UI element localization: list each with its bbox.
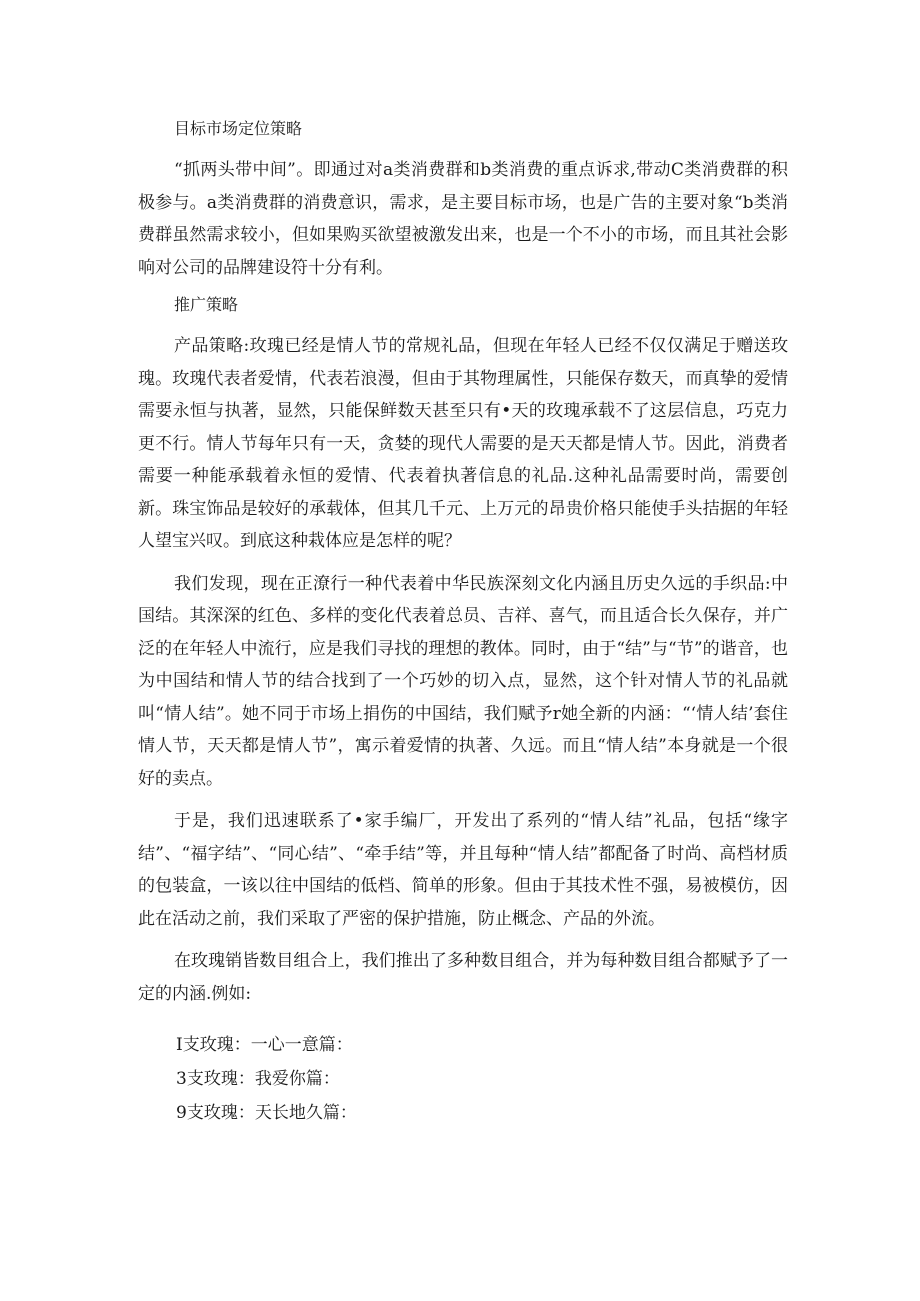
section-heading-target-market: 目标市场定位策略 [174,119,303,138]
paragraph-product-strategy: 产品策略:玫瑰已经是情人节的常规礼品，但现在年轻人已经不仅仅满足于赠送玫瑰。玫瑰代表者爱情，代表若浪漫，但由于其物理属性，只能保存数天，而真挚的爱情需要永恒与执著，显然，只能保鲜数天甚至只有•天的玫瑰承载不了这层信息，巧克力更不行。情人节每年只有一天，贪婪的现代人需要的是天天都是情人节。因此，消费者需要一种能承载着永恒的爱情、代表着执著信息的礼品.这种礼品需要时尚，需要创新。珠宝饰品是较好的承载体，但其几千元、上万元的昂贵价格只能使手头拮据的年轻人望宝兴叹。到底这种栽体应是怎样的呢？ [138,336,788,551]
section-heading-promotion: 推广策略 [174,295,239,314]
paragraph-rose-combination: 在玫瑰销皆数目组合上，我们推出了多种数目组合，并为每种数目组合都赋予了一定的内涵.例如: [138,951,788,1004]
list-item: 9支玫瑰：天长地久篇： [176,1103,357,1123]
list-item: 3支玫瑰：我爱你篇： [176,1069,340,1089]
document-body [138,118,788,1130]
paragraph-product-series: 于是，我们迅速联系了•家手编厂，开发出了系列的“情人结”礼品，包括“缘字结”、“福字结”、“同心结”、“牵手结”等，并且每种“情人结”都配备了时尚、高档材质的包装盒，一该以往中国结的低档、简单的形象。但由于其技术性不强，易被模仿，因此在活动之前，我们采取了严密的保护措施，防止概念、产品的外流。 [138,811,788,929]
rose-combination-list [176,1028,788,1130]
paragraph-target-market: “抓两头带中间”。即通过对a类消费群和b类消费的重点诉求,带动C类消费群的积极参与。a类消费群的消费意识，需求，是主要目标市场，也是广告的主要对象“b类消费群虽然需求较小，但如果购买欲望被激发出来，也是一个不小的市场，而且其社会影响对公司的品牌建设符十分有利。 [138,160,788,278]
list-item: I支玫瑰：一心一意篇： [176,1035,353,1055]
paragraph-chinese-knot: 我们发现，现在正潦行一种代表着中华民族深刻文化内涵且历史久远的手织品:中国结。其深深的红色、多样的变化代表着总员、吉祥、喜气，而且适合长久保存，并广泛的在年轻人中流行，应是我们寻找的理想的教体。同时，由于“结”与“节”的谐音，也为中国结和情人节的结合找到了一个巧妙的切入点，显然，这个针对情人节的礼品就叫“情人结”。她不同于市场上捐伤的中国结，我们赋予r她全新的内涵：“‘情人结’套住情人节，天天都是情人节”，寓示着爱情的执著、久远。而且“情人结”本身就是一个很好的卖点。 [138,573,788,789]
